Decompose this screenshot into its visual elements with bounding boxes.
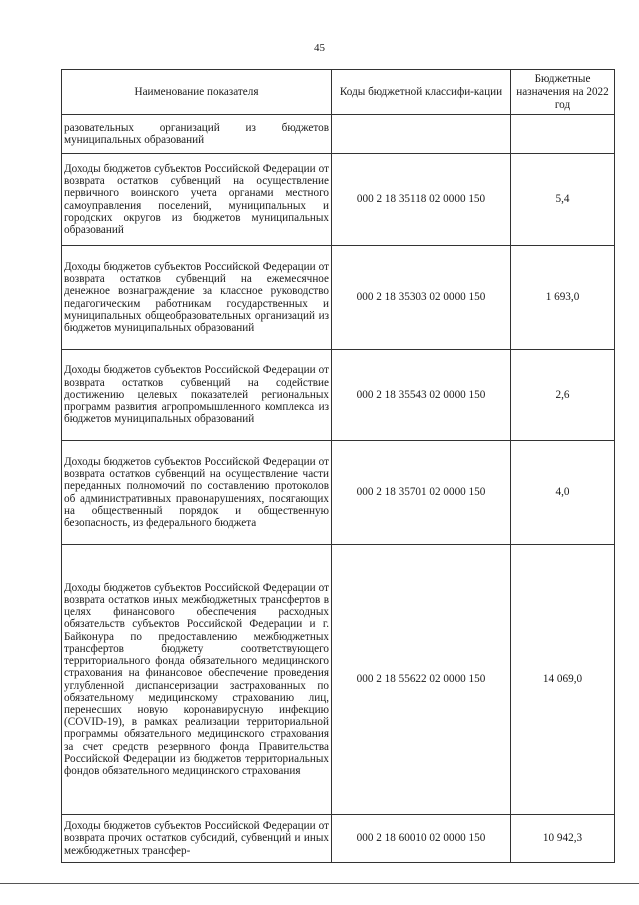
header-budget-amount: Бюджетные назначения на 2022 год	[511, 70, 615, 115]
row-budget-code: 000 2 18 35701 02 0000 150	[332, 441, 511, 545]
table-row	[62, 154, 615, 246]
header-budget-code: Коды бюджетной классифи-кации	[332, 70, 511, 115]
table-row	[62, 115, 615, 154]
page-bottom-divider	[0, 883, 639, 884]
budget-table	[61, 69, 615, 863]
row-budget-code	[332, 115, 511, 154]
row-indicator-name: Доходы бюджетов субъектов Российской Федерации от возврата остатков субвенций на осуществление первичного воинского учета органами местного самоуправления поселений, муниципальных и городских округов из бюджетов муниципальных образований	[62, 154, 332, 246]
row-indicator-name: Доходы бюджетов субъектов Российской Федерации от возврата остатков иных межбюджетных трансфертов в целях финансового обеспечения расходных обязательств субъектов Российской Федерации и г. Байконура по предоставлению межбюджетных трансфертов бюджету соответствующего территориального фонда обязательного медицинского страхования на финансовое обеспечение проведения углубленной диспансеризации застрахованных по обязательному медицинскому страхованию лиц, перенесших новую коронавирусную инфекцию (COVID-19), в рамках реализации территориальной программы обязательного медицинского страхования за счет средств резервного фонда Правительства Российской Федерации из бюджетов территориальных фондов обязательного медицинского страхования	[62, 545, 332, 815]
row-indicator-name: Доходы бюджетов субъектов Российской Федерации от возврата остатков субвенций на содействие достижению целевых показателей региональных программ развития агропромышленного комплекса из бюджетов муниципальных образований	[62, 350, 332, 441]
row-budget-amount: 10 942,3	[511, 815, 615, 863]
table-row	[62, 246, 615, 350]
table-row	[62, 441, 615, 545]
table-header-row	[62, 70, 615, 115]
row-indicator-name: Доходы бюджетов субъектов Российской Федерации от возврата остатков субвенций на ежемесячное денежное вознаграждение за классное руководство педагогическим работникам государственных и муниципальных общеобразовательных организаций из бюджетов муниципальных образований	[62, 246, 332, 350]
row-indicator-name: Доходы бюджетов субъектов Российской Федерации от возврата остатков субвенций на осуществление части переданных полномочий по составлению протоколов об административных правонарушениях, посягающих на общественный порядок и общественную безопасность, из федерального бюджета	[62, 441, 332, 545]
table-row	[62, 815, 615, 863]
row-budget-code: 000 2 18 35303 02 0000 150	[332, 246, 511, 350]
header-indicator-name: Наименование показателя	[62, 70, 332, 115]
row-budget-amount: 2,6	[511, 350, 615, 441]
row-budget-code: 000 2 18 55622 02 0000 150	[332, 545, 511, 815]
row-budget-code: 000 2 18 60010 02 0000 150	[332, 815, 511, 863]
row-budget-amount: 1 693,0	[511, 246, 615, 350]
row-indicator-name: разовательных организаций из бюджетов муниципальных образований	[62, 115, 332, 154]
row-indicator-name: Доходы бюджетов субъектов Российской Федерации от возврата прочих остатков субсидий, субвенций и иных межбюджетных трансфер-	[62, 815, 332, 863]
row-budget-amount: 5,4	[511, 154, 615, 246]
table-row	[62, 545, 615, 815]
row-budget-amount: 4,0	[511, 441, 615, 545]
row-budget-code: 000 2 18 35543 02 0000 150	[332, 350, 511, 441]
row-budget-code: 000 2 18 35118 02 0000 150	[332, 154, 511, 246]
row-budget-amount: 14 069,0	[511, 545, 615, 815]
table-row	[62, 350, 615, 441]
page-number: 45	[314, 42, 325, 54]
row-budget-amount	[511, 115, 615, 154]
